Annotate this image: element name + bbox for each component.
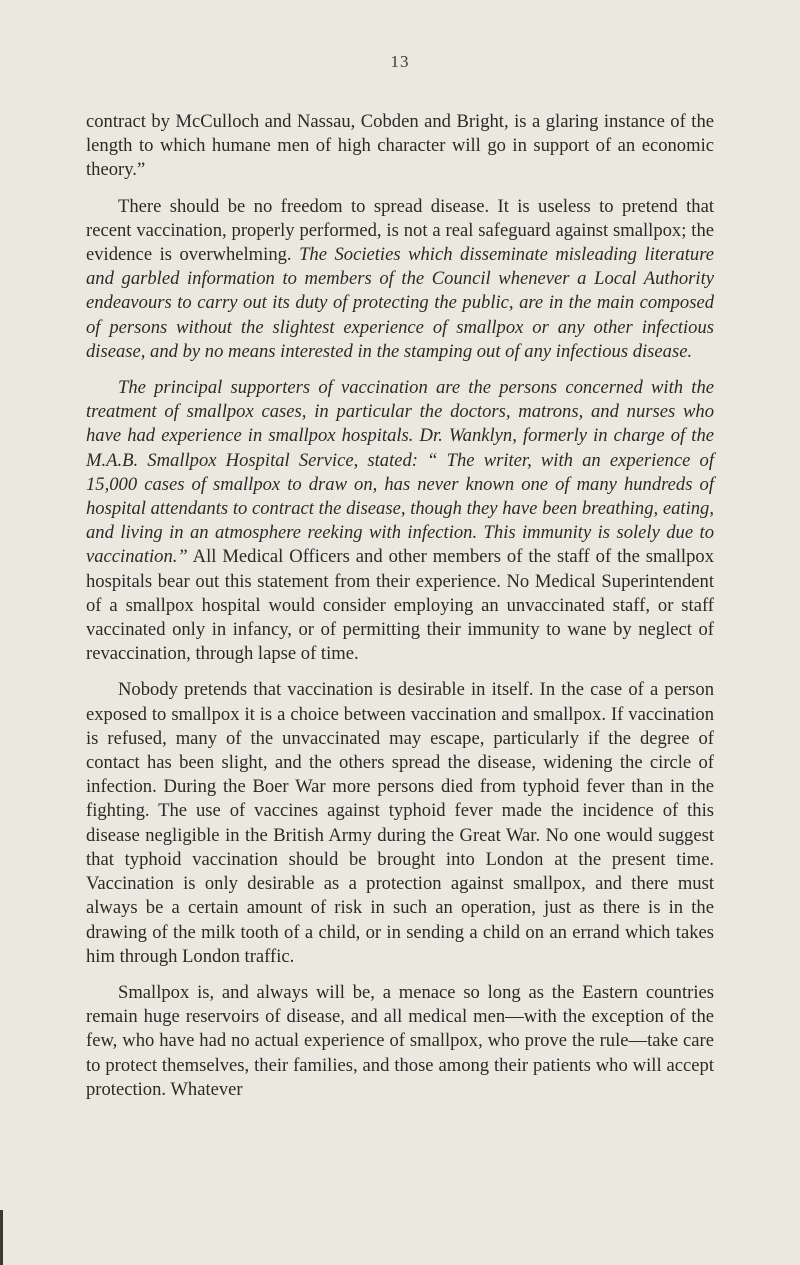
page-number: 13 — [390, 52, 410, 71]
paragraph-5 — [86, 981, 714, 1102]
paragraph-2-italic-text: The Societies which disseminate misleading literature and garbled information to members of the Council whenever a Local Authority endeavours to carry out its duty of protecting the public, are in the main composed of persons without the slightest experience of smallpox or any other infectious disease, and by no means interested in the stamping out of any infectious disease. — [86, 244, 714, 362]
paragraph-4 — [86, 678, 714, 968]
page-edge-mark — [0, 1210, 3, 1265]
paragraph-3 — [86, 376, 714, 666]
paragraph-3-text: All Medical Officers and other members of the staff of the smallpox hospitals bear out this statement from their experience. No Medical Superintendent of a smallpox hospital would consider employing an unvaccinated staff, or staff vaccinated only in infancy, or of permitting their immunity to wane by neglect of revaccination, through lapse of time. — [86, 546, 714, 665]
paragraph-2-text: There should be no freedom to spread disease. It is useless to pretend that recent vaccination, properly performed, is not a real safeguard against smallpox; the evidence is overwhelming. — [86, 195, 714, 266]
paragraph-5-text: Smallpox is, and always will be, a menace so long as the Eastern countries remain huge reservoirs of disease, and all medical men—with the exception of the few, who have had no actual experience of smallpox, who prove the rule—take care to protect themselves, their families, and those among their patients who will accept protection. Whatever — [86, 981, 714, 1100]
paragraph-3-italic-quote: The principal supporters of vaccination are the persons concerned with the treatment of smallpox cases, in particular the doctors, matrons, and nurses who have had experience in smallpox hospitals. Dr. Wanklyn, formerly in charge of the M.A.B. Smallpox Hospital Service, stated: “ The writer, with an experience of 15,000 cases of smallpox to draw on, has never known one of many hundreds of hospital attendants to contract the disease, though they have been breathing, eating, and living in an atmosphere reeking with infection. This immunity is solely due to vaccination.” — [86, 377, 714, 568]
paragraph-1-text: contract by McCulloch and Nassau, Cobden and Bright, is a glaring instance of the length to which humane men of high character will go in support of an economic theory.” — [86, 111, 714, 181]
paragraph-4-text: Nobody pretends that vaccination is desirable in itself. In the case of a person exposed to smallpox it is a choice between vaccination and smallpox. If vaccination is refused, many of the unvaccinated may escape, particularly if the degree of contact has been slight, and the others spread the disease, widening the circle of infection. During the Boer War more persons died from typhoid fever than in the fighting. The use of vaccines against typhoid fever made the incidence of this disease negligible in the British Army during the Great War. No one would suggest that typhoid vaccination should be brought into London at the present time. Vaccination is only desirable as a protection against smallpox, and there must always be a certain amount of risk in such an operation, just as there is in the drawing of the milk tooth of a child, or in sending a child on an errand which takes him through London traffic. — [86, 679, 714, 967]
body-text — [86, 110, 714, 1102]
paragraph-1 — [86, 110, 714, 183]
paragraph-2 — [86, 195, 714, 364]
